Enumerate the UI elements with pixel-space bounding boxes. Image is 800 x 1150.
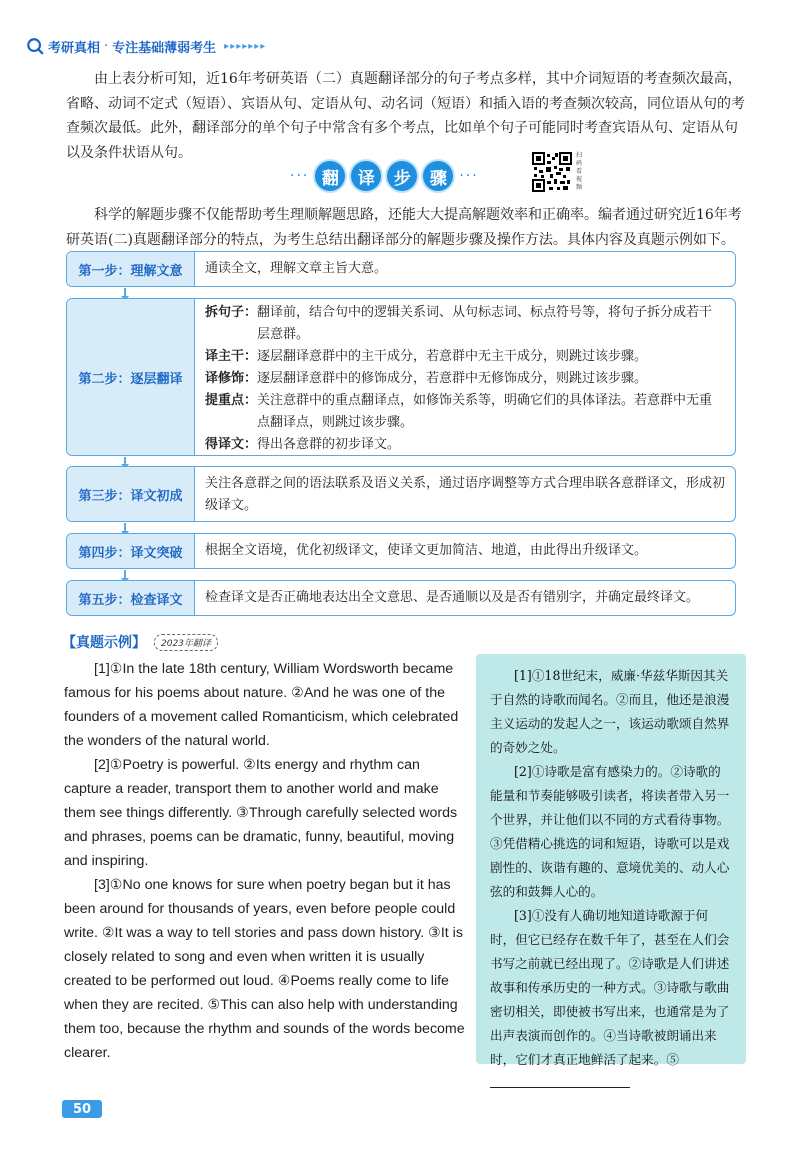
step-1-label: 第一步：理解文意 bbox=[67, 252, 195, 286]
step-2-key: 译修饰： bbox=[205, 371, 258, 386]
method-paragraph: 科学的解题步骤不仅能帮助考生理顺解题思路，还能大大提高解题效率和正确率。编者通过研究近16年考研英语(二)真题翻译部分的特点，为考生总结出翻译部分的解题步骤及操作方法。具体内容及真题示例如下。 bbox=[66, 207, 742, 248]
step-3-content bbox=[195, 467, 735, 521]
step-4-content bbox=[195, 534, 735, 568]
section-dots-right: ··· bbox=[459, 168, 479, 184]
step-4-label: 第四步：译文突破 bbox=[67, 534, 195, 568]
step-5-label: 第五步：检查译文 bbox=[67, 581, 195, 615]
section-char: 翻 bbox=[315, 161, 345, 191]
section-char: 骤 bbox=[423, 161, 453, 191]
step-2-row bbox=[205, 434, 725, 456]
section-title bbox=[290, 158, 479, 194]
step-connector bbox=[124, 288, 126, 298]
step-2-key: 得译文： bbox=[205, 437, 258, 452]
step-5-content bbox=[195, 581, 735, 615]
step-connector bbox=[124, 523, 126, 533]
step-1-box bbox=[66, 251, 736, 287]
qr-label: 扫码看视频 bbox=[576, 152, 583, 191]
step-2-content bbox=[195, 299, 735, 455]
section-char: 步 bbox=[387, 161, 417, 191]
section-char: 译 bbox=[351, 161, 381, 191]
english-paragraph-2: [2]①Poetry is powerful. ②Its energy and rhythm can capture a reader, transport them to another world and make them see things differently. ③Through carefully selected words and phrases, poems can be dramatic, funny, beautiful, moving and inspiring. bbox=[64, 757, 458, 869]
step-2-value: 得出各意群的初步译文。 bbox=[257, 437, 401, 452]
step-3-text: 关注各意群之间的语法联系及语义关系，通过语序调整等方式合理串联各意群译文，形成初级译文。 bbox=[205, 476, 726, 513]
section-dots-left: ··· bbox=[290, 168, 310, 184]
step-3-box bbox=[66, 466, 736, 522]
step-1-text: 通读全文，理解文章主旨大意。 bbox=[205, 261, 388, 276]
answer-blank[interactable] bbox=[490, 1074, 630, 1088]
english-paragraph-3: [3]①No one knows for sure when poetry began but it has been around for thousands of years, even before people could write. ②It was a way to tell stories and pass down history. ③It is closely related to song and even when written it is usually created to be performed out loud. ④Poems really come to life when they are recited. ⑤This can also help with understanding them too, because the rhythm and sounds of the words become clearer. bbox=[64, 877, 465, 1061]
intro-paragraph: 由上表分析可知，近16年考研英语（二）真题翻译部分的句子考点多样，其中介词短语的考查频次最高，省略、动词不定式（短语）、宾语从句、定语从句、动名词（短语）和插入语的考查频次较高，同位语从句的考查频次最低。此外，翻译部分的单个句子中常含有多个考点，比如单个句子可能同时考查宾语从句、定语从句以及条件状语从句。 bbox=[66, 71, 745, 161]
step-connector bbox=[124, 570, 126, 580]
header-arrows-icon: ▸▸▸▸▸▸▸ bbox=[224, 40, 267, 52]
step-2-value: 逐层翻译意群中的主干成分，若意群中无主干成分，则跳过该步骤。 bbox=[257, 349, 648, 364]
step-2-key: 译主干： bbox=[205, 349, 258, 364]
search-logo-icon bbox=[26, 37, 44, 55]
step-2-label: 第二步：逐层翻译 bbox=[67, 299, 195, 455]
step-2-value: 关注意群中的重点翻译点，如修饰关系等，明确它们的具体译法。若意群中无重点翻译点，则跳过该步骤。 bbox=[257, 393, 713, 430]
step-2-value: 逐层翻译意群中的修饰成分，若意群中无修饰成分，则跳过该步骤。 bbox=[257, 371, 648, 386]
step-2-row bbox=[205, 368, 725, 390]
example-year-tag: 2023年翻译 bbox=[154, 634, 218, 651]
step-connector bbox=[124, 457, 126, 466]
step-4-box bbox=[66, 533, 736, 569]
step-3-label: 第三步：译文初成 bbox=[67, 467, 195, 521]
chinese-paragraph-1: [1]①18世纪末，威廉·华兹华斯因其关于自然的诗歌而闻名。②而且，他还是浪漫主义运动的发起人之一，该运动歌颂自然界的奇妙之处。 bbox=[490, 668, 730, 755]
step-4-text: 根据全文语境，优化初级译文，使译文更加简洁、地道，由此得出升级译文。 bbox=[205, 543, 648, 558]
page-number: 50 bbox=[62, 1100, 102, 1118]
header-slogan: 专注基础薄弱考生 bbox=[112, 40, 217, 56]
step-2-row bbox=[205, 346, 725, 368]
english-passage bbox=[64, 657, 466, 1065]
chinese-paragraph-3 bbox=[490, 904, 732, 1096]
step-2-row bbox=[205, 390, 725, 434]
chinese-paragraph-2: [2]①诗歌是富有感染力的。②诗歌的能量和节奏能够吸引读者，将读者带入另一个世界，并让他们以不同的方式看待事物。③凭借精心挑选的词和短语，诗歌可以是戏剧性的、诙谐有趣的、意境优美的、动人心弦的和鼓舞人心的。 bbox=[490, 764, 730, 899]
english-paragraph-1: [1]①In the late 18th century, William Wordsworth became famous for his poems about nature. ②And he was one of the founders of a movement called Romanticism, which celebrated the wonders of the natural world. bbox=[64, 661, 459, 749]
step-2-value: 翻译前，结合句中的逻辑关系词、从句标志词、标点符号等，将句子拆分成若干层意群。 bbox=[257, 305, 713, 342]
step-2-row bbox=[205, 302, 725, 346]
qr-code-icon[interactable] bbox=[532, 152, 572, 192]
header bbox=[26, 36, 266, 56]
step-1-content bbox=[195, 252, 735, 286]
step-2-key: 提重点： bbox=[205, 393, 258, 408]
example-title: 【真题示例】 bbox=[62, 635, 146, 651]
brand-name: 考研真相 bbox=[48, 40, 101, 56]
example-header bbox=[62, 632, 218, 652]
step-5-text: 检查译文是否正确地表达出全文意思、是否通顺以及是否有错别字，并确定最终译文。 bbox=[205, 590, 700, 605]
chinese-translation-box bbox=[476, 654, 746, 1067]
step-2-key: 拆句子： bbox=[205, 305, 258, 320]
step-5-box bbox=[66, 580, 736, 616]
header-separator: · bbox=[104, 38, 109, 54]
step-2-box bbox=[66, 298, 736, 456]
chinese-paragraph-3-text: [3]①没有人确切地知道诗歌源于何时，但它已经存在数千年了，甚至在人们会书写之前就已经出现了。②诗歌是人们讲述故事和传承历史的一种方式。③诗歌与歌曲密切相关，即使被书写出来，也通常是为了出声表演而创作的。④当诗歌被朗诵出来时，它们才真正地鲜活了起来。⑤ bbox=[490, 908, 730, 1067]
